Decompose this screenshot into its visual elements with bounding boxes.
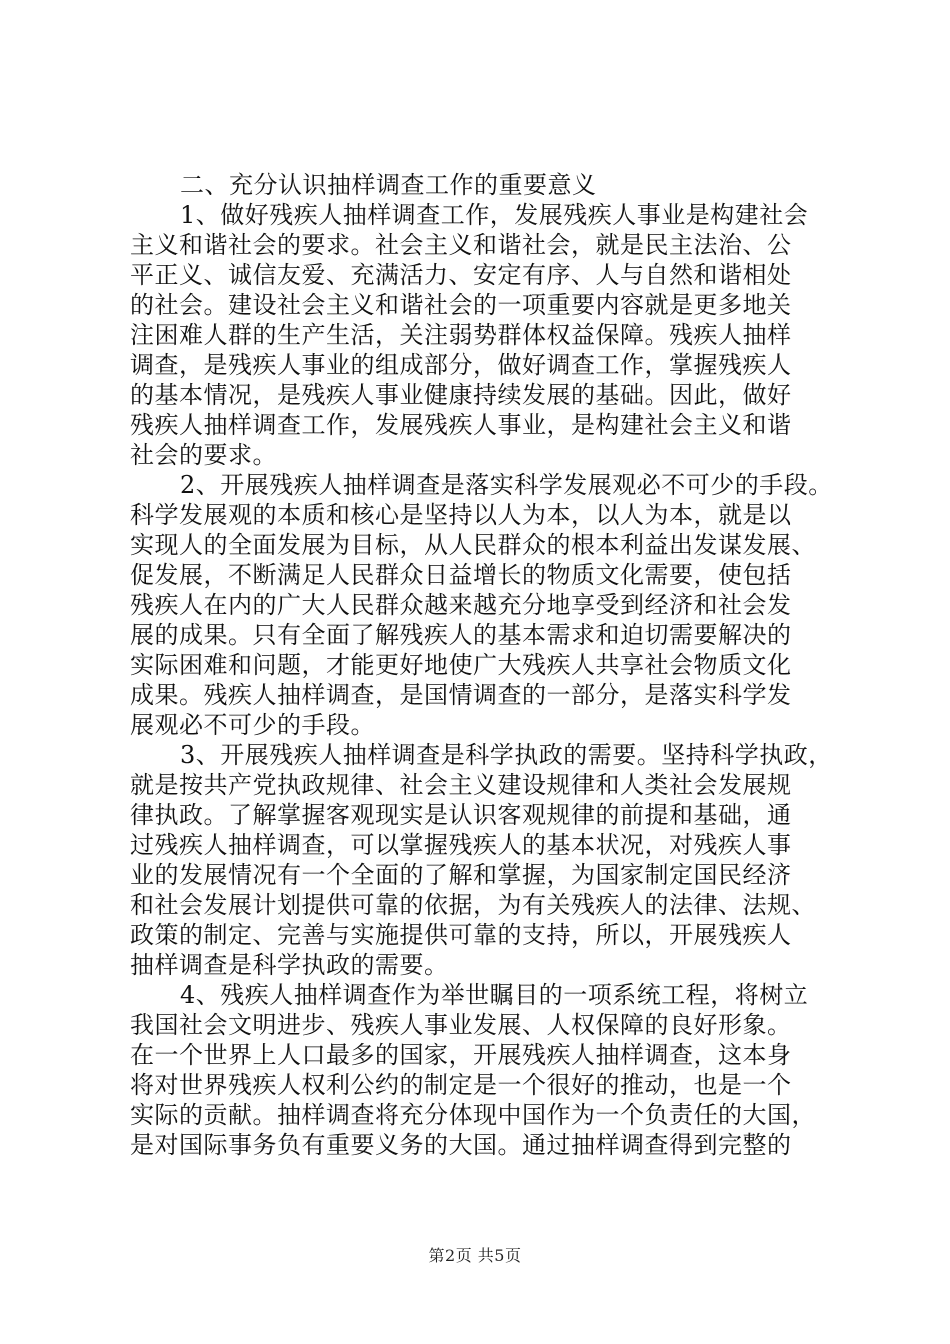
- paragraph-2-line: 2、开展残疾人抽样调查是落实科学发展观必不可少的手段。: [180, 471, 833, 499]
- section-heading: 二、充分认识抽样调查工作的重要意义: [180, 171, 597, 199]
- paragraph-1-line: 注困难人群的生产生活，关注弱势群体权益保障。残疾人抽样: [130, 321, 792, 349]
- paragraph-2-line: 实现人的全面发展为目标，从人民群众的根本利益出发谋发展、: [130, 531, 816, 559]
- paragraph-1-line: 残疾人抽样调查工作，发展残疾人事业，是构建社会主义和谐: [130, 411, 792, 439]
- paragraph-4-line: 是对国际事务负有重要义务的大国。通过抽样调查得到完整的: [130, 1131, 792, 1159]
- paragraph-3-line: 律执政。了解掌握客观现实是认识客观规律的前提和基础，通: [130, 801, 792, 829]
- paragraph-3-line: 业的发展情况有一个全面的了解和掌握，为国家制定国民经济: [130, 861, 792, 889]
- paragraph-2-line: 展的成果。只有全面了解残疾人的基本需求和迫切需要解决的: [130, 621, 792, 649]
- page-number-footer: 第2页 共5页: [428, 1246, 522, 1265]
- paragraph-2-line: 成果。残疾人抽样调查，是国情调查的一部分，是落实科学发: [130, 681, 792, 709]
- paragraph-4-line: 将对世界残疾人权利公约的制定是一个很好的推动，也是一个: [130, 1071, 792, 1099]
- paragraph-3-line: 过残疾人抽样调查，可以掌握残疾人的基本状况，对残疾人事: [130, 831, 792, 859]
- paragraph-3-line: 政策的制定、完善与实施提供可靠的支持，所以，开展残疾人: [130, 921, 792, 949]
- paragraph-2-line: 实际困难和问题，才能更好地使广大残疾人共享社会物质文化: [130, 651, 792, 679]
- paragraph-4-line: 在一个世界上人口最多的国家，开展残疾人抽样调查，这本身: [130, 1041, 792, 1069]
- paragraph-4-line: 我国社会文明进步、残疾人事业发展、人权保障的良好形象。: [130, 1011, 792, 1039]
- paragraph-1-line: 平正义、诚信友爱、充满活力、安定有序、人与自然和谐相处: [130, 261, 792, 289]
- paragraph-2-line: 残疾人在内的广大人民群众越来越充分地享受到经济和社会发: [130, 591, 792, 619]
- paragraph-1-line: 的社会。建设社会主义和谐社会的一项重要内容就是更多地关: [130, 291, 792, 319]
- paragraph-4-line: 实际的贡献。抽样调查将充分体现中国作为一个负责任的大国，: [130, 1101, 816, 1129]
- paragraph-1-line: 1、做好残疾人抽样调查工作，发展残疾人事业是构建社会: [180, 201, 809, 229]
- paragraph-2-line: 促发展，不断满足人民群众日益增长的物质文化需要，使包括: [130, 561, 792, 589]
- paragraph-2-line: 展观必不可少的手段。: [130, 711, 375, 739]
- document-body: [130, 170, 833, 1160]
- paragraph-3-line: 和社会发展计划提供可靠的依据，为有关残疾人的法律、法规、: [130, 891, 816, 919]
- paragraph-4-line: 4、残疾人抽样调查作为举世瞩目的一项系统工程，将树立: [180, 981, 809, 1009]
- paragraph-2-line: 科学发展观的本质和核心是坚持以人为本，以人为本，就是以: [130, 501, 792, 529]
- paragraph-1-line: 社会的要求。: [130, 441, 277, 469]
- paragraph-3-line: 3、开展残疾人抽样调查是科学执政的需要。坚持科学执政，: [180, 741, 833, 769]
- paragraph-1-line: 调查，是残疾人事业的组成部分，做好调查工作，掌握残疾人: [130, 351, 792, 379]
- paragraph-1-line: 的基本情况，是残疾人事业健康持续发展的基础。因此，做好: [130, 381, 792, 409]
- paragraph-3-line: 抽样调查是科学执政的需要。: [130, 951, 449, 979]
- paragraph-3-line: 就是按共产党执政规律、社会主义建设规律和人类社会发展规: [130, 771, 792, 799]
- paragraph-1-line: 主义和谐社会的要求。社会主义和谐社会，就是民主法治、公: [130, 231, 792, 259]
